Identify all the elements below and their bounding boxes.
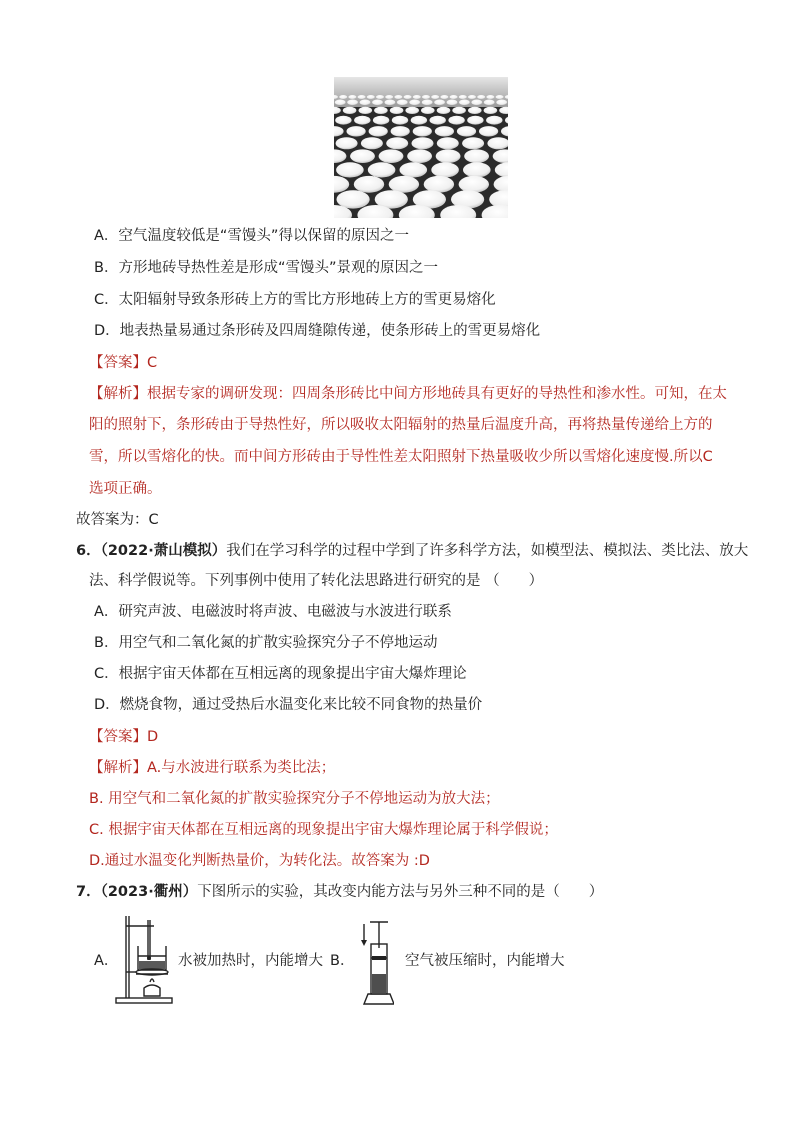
snow-mound	[468, 95, 476, 99]
snow-mound	[413, 95, 421, 99]
snow-mound	[430, 116, 446, 125]
q5-option-b: B．方形地砖导热性差是形成“雪馒头”景观的原因之一	[94, 260, 438, 276]
snow-mound	[394, 95, 402, 99]
snow-mound	[436, 149, 461, 163]
q7-option-a-letter: A．	[94, 953, 119, 969]
snow-mound	[369, 126, 388, 136]
snow-mound	[437, 107, 451, 114]
snow-mound	[360, 100, 371, 106]
snow-mound	[354, 176, 384, 193]
snow-mound	[359, 107, 373, 114]
q7-option-b-letter: B．	[330, 953, 355, 969]
snow-mound	[354, 116, 370, 125]
snow-mound	[374, 107, 388, 114]
q6-source: （2022·萧山模拟）	[100, 543, 227, 559]
snow-mound	[467, 116, 483, 125]
q6-analysis-line-1	[89, 758, 335, 778]
q5-answer: 【答案】C	[89, 355, 158, 371]
snow-mound	[361, 137, 383, 149]
snow-mound	[405, 107, 419, 114]
snow-mound	[385, 95, 393, 99]
snow-mound	[336, 137, 358, 149]
snow-mound	[450, 95, 458, 99]
snow-mound	[431, 162, 459, 177]
snow-mound	[339, 95, 347, 99]
snow-mound	[379, 149, 404, 163]
q7-option-b-text: 空气被压缩时，内能增大	[405, 953, 565, 969]
q6-analysis-label: 【解析】	[89, 760, 147, 776]
snow-mound	[463, 162, 491, 177]
q5-analysis-label: 【解析】	[89, 386, 147, 402]
snow-mound	[440, 95, 448, 99]
snow-mound	[448, 116, 464, 125]
q6-stem-text-1: 我们在学习科学的过程中学到了许多科学方法，如模型法、模拟法、类比法、放大	[226, 543, 749, 559]
snow-mound	[496, 95, 504, 99]
beaker-heating-icon	[114, 912, 176, 1006]
snow-mound	[376, 95, 384, 99]
q5-analysis-line-2: 阳的照射下，条形砖由于导热性好，所以吸收太阳辐射的热量后温度升高，再将热量传递给上方的	[89, 417, 713, 433]
q5-analysis-line-4: 选项正确。	[89, 481, 162, 497]
q6-option-a: A．研究声波、电磁波时将声波、电磁波与水波进行联系	[94, 604, 452, 620]
snow-mound	[407, 149, 432, 163]
q6-option-d: D．燃烧食物，通过受热后水温变化来比较不同食物的热量价	[94, 697, 483, 713]
snow-mound	[400, 162, 428, 177]
snow-mound	[459, 176, 489, 193]
snow-mound	[392, 116, 408, 125]
compression-apparatus-figure	[358, 918, 394, 1006]
snow-mound	[412, 137, 434, 149]
q5-option-a: A．空气温度较低是“雪馒头”得以保留的原因之一	[94, 228, 409, 244]
snow-mound	[479, 126, 498, 136]
snow-mound	[347, 100, 358, 106]
q5-option-c: C．太阳辐射导致条形砖上方的雪比方形地砖上方的雪更易熔化	[94, 292, 496, 308]
snow-mound	[421, 107, 435, 114]
snow-mound	[477, 95, 485, 99]
q5-conclusion: 故答案为：C	[76, 512, 159, 528]
snow-mound	[347, 126, 366, 136]
snow-mound	[468, 107, 482, 114]
snow-mound	[348, 95, 356, 99]
q6-stem-line-2: 法、科学假说等。下列事例中使用了转化法思路进行研究的是 （ ）	[89, 573, 544, 589]
snow-mound	[386, 137, 408, 149]
q6-stem-line-1	[76, 541, 748, 561]
q5-analysis-text-1: 根据专家的调研发现：四周条形砖比中间方形地砖具有更好的导热性和渗水性。可知，在太	[147, 386, 727, 402]
q7-source: （2023·衢州）	[100, 884, 198, 900]
snow-mound	[404, 95, 412, 99]
snow-mound	[335, 100, 346, 106]
snow-mound	[343, 107, 357, 114]
q6-option-b: B．用空气和二氧化氮的扩散实验探究分子不停地运动	[94, 635, 438, 651]
snow-mound	[434, 100, 445, 106]
snow-mound	[459, 100, 470, 106]
snow-mounds-image	[334, 77, 508, 218]
snow-mound	[422, 95, 430, 99]
snow-mound	[452, 107, 466, 114]
snow-mound	[335, 116, 351, 125]
q6-number: 6．	[76, 543, 101, 559]
q5-option-d: D．地表热量易通过条形砖及四周缝隙传递，使条形砖上的雪更易熔化	[94, 323, 541, 339]
q6-analysis-line-4: D.通过水温变化判断热量价，为转化法。故答案为 :D	[89, 853, 430, 869]
snow-mound	[336, 162, 364, 177]
snow-mound	[358, 95, 366, 99]
heating-apparatus-figure	[114, 912, 176, 1006]
snow-mound	[486, 95, 494, 99]
q6-answer: 【答案】D	[89, 729, 159, 745]
snow-mound	[368, 162, 396, 177]
snow-mound	[385, 100, 396, 106]
snow-mound	[424, 176, 454, 193]
snow-mound	[462, 137, 484, 149]
snow-mound	[484, 107, 498, 114]
piston-cylinder-icon	[358, 918, 394, 1006]
snow-mound	[422, 100, 433, 106]
snow-mound	[390, 107, 404, 114]
snow-mound	[372, 100, 383, 106]
snow-mound	[391, 126, 410, 136]
q6-option-c: C．根据宇宙天体都在互相远离的现象提出宇宙大爆炸理论	[94, 666, 467, 682]
snow-mound	[457, 126, 476, 136]
q7-option-a-text: 水被加热时，内能增大	[178, 953, 323, 969]
snow-mound	[411, 116, 427, 125]
q7-stem-text: 下图所示的实验，其改变内能方法与另外三种不同的是（ ）	[197, 884, 604, 900]
q6-analysis-line-3: C. 根据宇宙天体都在互相远离的现象提出宇宙大爆炸理论属于科学假说；	[89, 822, 558, 838]
q7-number: 7．	[76, 884, 101, 900]
snow-mound	[471, 100, 482, 106]
snow-mound	[464, 149, 489, 163]
snow-mound	[486, 116, 502, 125]
snow-mound	[435, 126, 454, 136]
snow-mound	[337, 190, 370, 208]
snow-mound	[409, 100, 420, 106]
snow-mound	[397, 100, 408, 106]
snow-mound	[447, 100, 458, 106]
q5-analysis-line-3: 雪，所以雪熔化的快。而中间方形砖由于导性性差太阳照射下热量吸收少所以雪熔化速度慢.所以C	[89, 449, 713, 465]
snow-mound	[459, 95, 467, 99]
snow-mound	[496, 100, 507, 106]
snow-mound	[373, 116, 389, 125]
q5-analysis-line-1	[89, 384, 727, 404]
q6-analysis-line-2: B. 用空气和二氧化氮的扩散实验探究分子不停地运动为放大法；	[89, 791, 500, 807]
snow-mound	[367, 95, 375, 99]
snow-mound	[437, 137, 459, 149]
q6-analysis-text-1: A.与水波进行联系为类比法；	[147, 760, 336, 776]
snow-mound	[484, 100, 495, 106]
snow-mound	[431, 95, 439, 99]
snow-mounds-photo	[334, 77, 508, 218]
snow-mound	[350, 149, 375, 163]
q7-stem	[76, 882, 603, 902]
snow-mound	[389, 176, 419, 193]
snow-mound	[413, 126, 432, 136]
